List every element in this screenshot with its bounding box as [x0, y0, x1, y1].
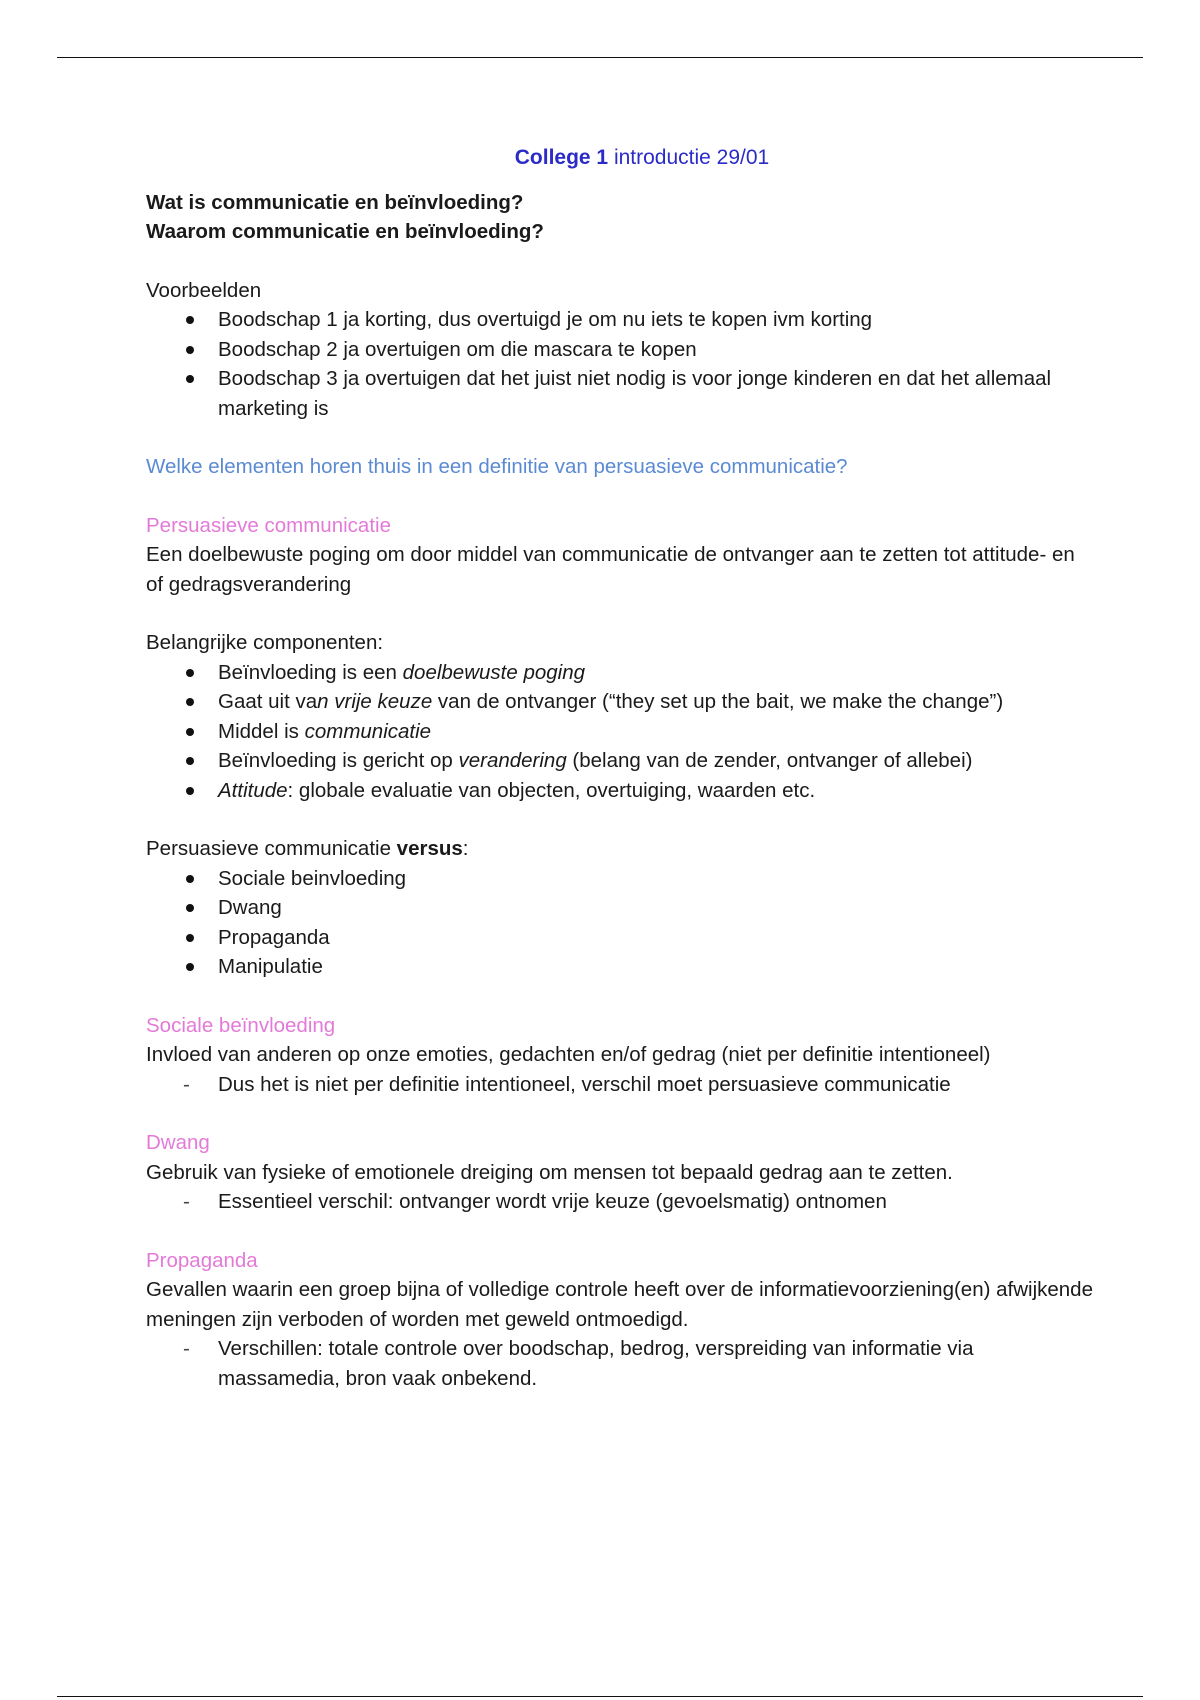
versus-list: [146, 864, 1096, 982]
dwang-text: Gebruik van fysieke of emotionele dreiging om mensen tot bepaald gedrag aan te zetten.: [146, 1160, 953, 1184]
componenten-heading: Belangrijke componenten:: [146, 631, 384, 654]
propaganda-sublist: [146, 1334, 1096, 1393]
list-item: Dwang: [146, 893, 1096, 923]
bottom-rule: [57, 1696, 1143, 1697]
propaganda-text: Gevallen waarin een groep bijna of volledige controle heeft over de informatievoorziening(en) afwijkende meningen zijn verboden of worden met geweld ontmoedigd.: [146, 1278, 1093, 1331]
dwang-heading: Dwang: [146, 1131, 210, 1154]
sociale-heading: Sociale beïnvloeding: [146, 1013, 336, 1037]
list-item: Middel is communicatie: [146, 717, 1096, 747]
voorbeelden-list: [146, 305, 1096, 423]
list-item: Boodschap 2 ja overtuigen om die mascara te kopen: [146, 335, 1096, 365]
versus-heading: Persuasieve communicatie versus:: [146, 837, 469, 860]
voorbeelden-heading: Voorbeelden: [146, 278, 262, 302]
list-item: Boodschap 1 ja korting, dus overtuigd je om nu iets te kopen ivm korting: [146, 305, 1096, 335]
sociale-text: Invloed van anderen op onze emoties, gedachten en/of gedrag (niet per definitie intentioneel): [146, 1043, 991, 1066]
list-item: Sociale beinvloeding: [146, 864, 1096, 894]
question-2: Waarom communicatie en beïnvloeding?: [146, 220, 544, 243]
list-item: Attitude: globale evaluatie van objecten, overtuiging, waarden etc.: [146, 776, 1096, 806]
propaganda-heading: Propaganda: [146, 1248, 258, 1272]
list-item: Boodschap 3 ja overtuigen dat het juist niet nodig is voor jonge kinderen en dat het allemaal marketing is: [146, 364, 1096, 423]
persuasieve-heading: Persuasieve communicatie: [146, 513, 391, 537]
list-item: - Essentieel verschil: ontvanger wordt vrije keuze (gevoelsmatig) ontnomen: [146, 1187, 1096, 1217]
top-rule: [57, 57, 1143, 58]
persuasieve-definition: Een doelbewuste poging om door middel van communicatie de ontvanger aan te zetten tot attitude- en of gedragsverandering: [146, 543, 1075, 596]
list-item: Beïnvloeding is een doelbewuste poging: [146, 658, 1096, 688]
componenten-list: [146, 658, 1096, 806]
definition-question: Welke elementen horen thuis in een definitie van persuasieve communicatie?: [146, 455, 848, 478]
dwang-sublist: [146, 1187, 1096, 1217]
list-item: - Verschillen: totale controle over boodschap, bedrog, verspreiding van informatie via massamedia, bron vaak onbekend.: [146, 1334, 1096, 1393]
sociale-sublist: [146, 1070, 1096, 1100]
question-1: Wat is communicatie en beïnvloeding?: [146, 190, 524, 214]
list-item: Gaat uit van vrije keuze van de ontvanger (“they set up the bait, we make the change”): [146, 687, 1096, 717]
list-item: Propaganda: [146, 923, 1096, 953]
list-item: Beïnvloeding is gericht op verandering (belang van de zender, ontvanger of allebei): [146, 746, 1096, 776]
page-title: College 1 introductie 29/01: [514, 146, 770, 169]
list-item: Manipulatie: [146, 952, 1096, 982]
document-body: [146, 143, 1096, 1393]
list-item: - Dus het is niet per definitie intentioneel, verschil moet persuasieve communicatie: [146, 1070, 1096, 1100]
